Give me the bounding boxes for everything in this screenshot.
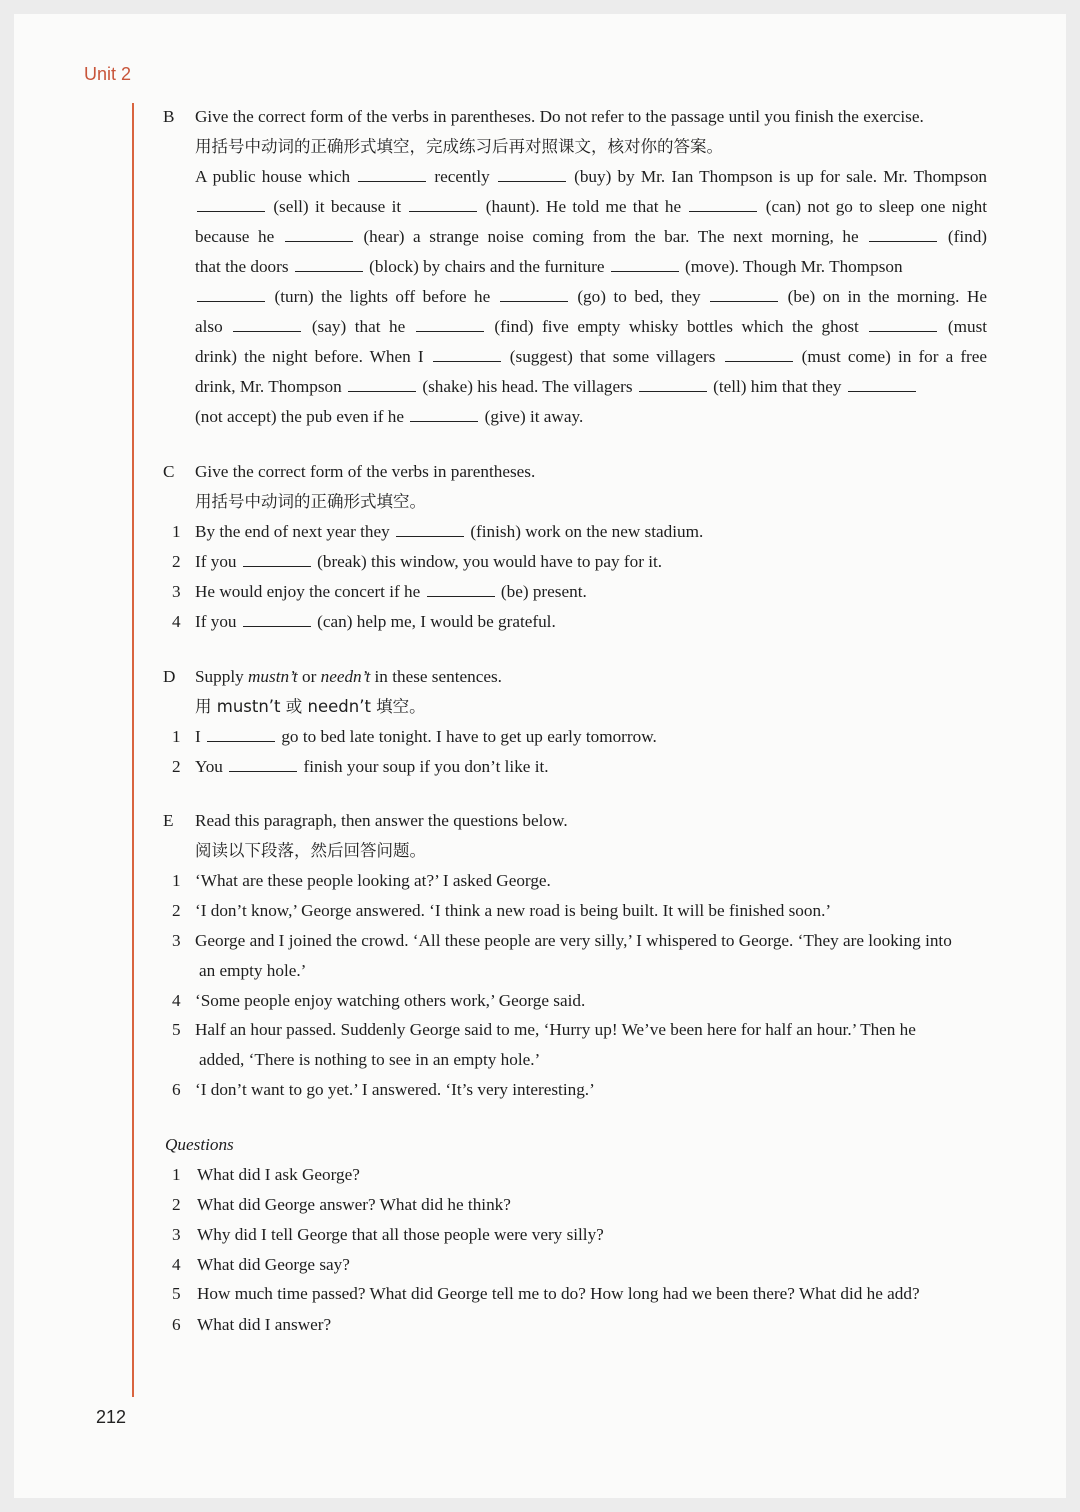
answer-blank[interactable] <box>348 376 416 392</box>
answer-blank[interactable] <box>197 196 265 212</box>
answer-blank[interactable] <box>639 376 707 392</box>
passage-text: (be) on in the morning. He <box>787 287 987 306</box>
item-number: 2 <box>172 552 181 571</box>
answer-blank[interactable] <box>498 166 566 182</box>
question-text: Why did I tell George that all those people were very silly? <box>197 1225 604 1244</box>
passage-line <box>195 252 903 282</box>
passage-line <box>195 192 987 222</box>
passage-text: (sell) it because it <box>273 197 402 216</box>
item-number: 2 <box>172 757 181 776</box>
passage-line <box>195 282 987 312</box>
item-number: 1 <box>172 727 181 746</box>
paragraph-line: ‘I don’t know,’ George answered. ‘I think a new road is being built. It will be finished soon.’ <box>195 901 832 920</box>
passage-text: (must come) in for a free <box>801 347 988 366</box>
passage-text: (hear) a strange noise coming from the bar. The next morning, he <box>363 227 859 246</box>
exercise-instruction: Give the correct form of the verbs in parentheses. Do not refer to the passage until you finish the exercise. <box>195 107 924 126</box>
passage-text: (block) by chairs and the furniture <box>369 257 605 276</box>
item-number: 6 <box>172 1080 181 1099</box>
passage-text: that the doors <box>195 257 289 276</box>
passage-text: because he <box>195 227 275 246</box>
item-number: 6 <box>172 1315 181 1334</box>
passage-text: (give) it away. <box>484 407 584 426</box>
passage-text: (buy) by Mr. Ian Thompson is up for sale. Mr. Thompson <box>574 167 988 186</box>
passage-line <box>195 222 987 252</box>
answer-blank[interactable] <box>433 346 501 362</box>
exercise-item <box>195 722 657 752</box>
item-number: 4 <box>172 991 181 1010</box>
passage-text: (say) that he <box>311 317 406 336</box>
instruction-word: mustn’t <box>248 667 298 686</box>
item-number: 2 <box>172 1195 181 1214</box>
page-number: 212 <box>96 1407 127 1427</box>
question-text: What did I answer? <box>197 1315 332 1334</box>
answer-blank[interactable] <box>396 521 464 537</box>
passage-text: drink) the night before. When I <box>195 347 424 366</box>
item-text: (can) help me, I would be grateful. <box>317 612 556 631</box>
item-number: 1 <box>172 871 181 890</box>
answer-blank[interactable] <box>409 196 477 212</box>
item-text: go to bed late tonight. I have to get up early tomorrow. <box>281 727 657 746</box>
item-number: 3 <box>172 582 181 601</box>
exercise-item <box>195 607 556 637</box>
paragraph-line: ‘Some people enjoy watching others work,’ George said. <box>195 991 586 1010</box>
passage-text: (go) to bed, they <box>577 287 701 306</box>
passage-text: (turn) the lights off before he <box>274 287 491 306</box>
passage-line <box>195 162 987 192</box>
answer-blank[interactable] <box>416 316 484 332</box>
exercise-instruction: Give the correct form of the verbs in parentheses. <box>195 462 536 481</box>
passage-text: (find) <box>947 227 988 246</box>
exercise-item <box>195 577 587 607</box>
question-text: What did I ask George? <box>197 1165 360 1184</box>
answer-blank[interactable] <box>410 406 478 422</box>
item-text: I <box>195 727 201 746</box>
answer-blank[interactable] <box>207 726 275 742</box>
answer-blank[interactable] <box>869 226 937 242</box>
answer-blank[interactable] <box>243 611 311 627</box>
passage-line <box>195 372 918 402</box>
passage-text: (haunt). He told me that he <box>485 197 682 216</box>
paragraph-line: ‘What are these people looking at?’ I asked George. <box>195 871 551 890</box>
item-text: (be) present. <box>500 582 587 601</box>
paragraph-line-continued: an empty hole.’ <box>199 961 307 980</box>
item-number: 5 <box>172 1284 181 1303</box>
item-number: 3 <box>172 1225 181 1244</box>
answer-blank[interactable] <box>611 256 679 272</box>
item-text: You <box>195 757 223 776</box>
instruction-word: needn’t <box>320 667 371 686</box>
answer-blank[interactable] <box>710 286 778 302</box>
passage-text: drink, Mr. Thompson <box>195 377 342 396</box>
paragraph-line: George and I joined the crowd. ‘All these people are very silly,’ I whispered to George. ‘They are looking into <box>195 931 952 950</box>
exercise-instruction-zh: 用括号中动词的正确形式填空。 <box>195 492 426 511</box>
item-text: (break) this window, you would have to pay for it. <box>317 552 663 571</box>
item-text: He would enjoy the concert if he <box>195 582 421 601</box>
item-number: 2 <box>172 901 181 920</box>
item-text: By the end of next year they <box>195 522 390 541</box>
question-text: What did George say? <box>197 1255 350 1274</box>
instruction-text: in these sentences. <box>374 667 502 686</box>
answer-blank[interactable] <box>229 756 297 772</box>
exercise-letter: E <box>163 811 174 830</box>
item-text: finish your soup if you don’t like it. <box>303 757 549 776</box>
item-text: If you <box>195 612 237 631</box>
exercise-instruction-zh: 用 mustn’t 或 needn’t 填空。 <box>195 697 426 716</box>
item-number: 4 <box>172 612 181 631</box>
margin-rule <box>132 103 134 1397</box>
answer-blank[interactable] <box>243 551 311 567</box>
answer-blank[interactable] <box>689 196 757 212</box>
exercise-item <box>195 752 549 782</box>
instruction-text: or <box>301 667 317 686</box>
passage-line <box>195 342 987 372</box>
paragraph-line: Half an hour passed. Suddenly George said to me, ‘Hurry up! We’ve been here for half an hour.’ Then he <box>195 1020 916 1039</box>
passage-text: (suggest) that some villagers <box>509 347 716 366</box>
passage-text: (tell) him that they <box>713 377 842 396</box>
item-text: If you <box>195 552 237 571</box>
answer-blank[interactable] <box>500 286 568 302</box>
exercise-instruction-zh: 用括号中动词的正确形式填空，完成练习后再对照课文，核对你的答案。 <box>195 137 723 156</box>
exercise-instruction <box>195 662 502 692</box>
answer-blank[interactable] <box>197 286 265 302</box>
item-number: 1 <box>172 522 181 541</box>
item-number: 3 <box>172 931 181 950</box>
passage-text: A public house which <box>195 167 351 186</box>
item-number: 4 <box>172 1255 181 1274</box>
answer-blank[interactable] <box>848 376 916 392</box>
exercise-letter: D <box>163 667 176 686</box>
exercise-instruction-zh: 阅读以下段落，然后回答问题。 <box>195 841 426 860</box>
passage-line <box>195 402 583 432</box>
instruction-text: Supply <box>195 667 244 686</box>
answer-blank[interactable] <box>358 166 426 182</box>
answer-blank[interactable] <box>725 346 793 362</box>
questions-title: Questions <box>165 1135 234 1154</box>
exercise-letter: C <box>163 462 175 481</box>
item-text: (finish) work on the new stadium. <box>470 522 704 541</box>
passage-text: recently <box>434 167 490 186</box>
answer-blank[interactable] <box>295 256 363 272</box>
passage-text: also <box>195 317 223 336</box>
exercise-item <box>195 517 703 547</box>
paragraph-line-continued: added, ‘There is nothing to see in an empty hole.’ <box>199 1050 541 1069</box>
question-text: How much time passed? What did George tell me to do? How long had we been there? What did he add? <box>197 1284 920 1303</box>
unit-label: Unit 2 <box>84 64 132 84</box>
passage-line <box>195 312 987 342</box>
passage-text: (find) five empty whisky bottles which the ghost <box>494 317 859 336</box>
answer-blank[interactable] <box>869 316 937 332</box>
exercise-letter: B <box>163 107 175 126</box>
passage-text: (must <box>947 317 988 336</box>
passage-text: (move). Though Mr. Thompson <box>685 257 903 276</box>
question-text: What did George answer? What did he think? <box>197 1195 511 1214</box>
answer-blank[interactable] <box>427 581 495 597</box>
item-number: 5 <box>172 1020 181 1039</box>
answer-blank[interactable] <box>233 316 301 332</box>
passage-text: (shake) his head. The villagers <box>422 377 633 396</box>
exercise-item <box>195 547 662 577</box>
passage-text: (can) not go to sleep one night <box>765 197 988 216</box>
passage-text: (not accept) the pub even if he <box>195 407 405 426</box>
exercise-instruction: Read this paragraph, then answer the questions below. <box>195 811 568 830</box>
paragraph-line: ‘I don’t want to go yet.’ I answered. ‘It’s very interesting.’ <box>195 1080 595 1099</box>
item-number: 1 <box>172 1165 181 1184</box>
answer-blank[interactable] <box>285 226 353 242</box>
